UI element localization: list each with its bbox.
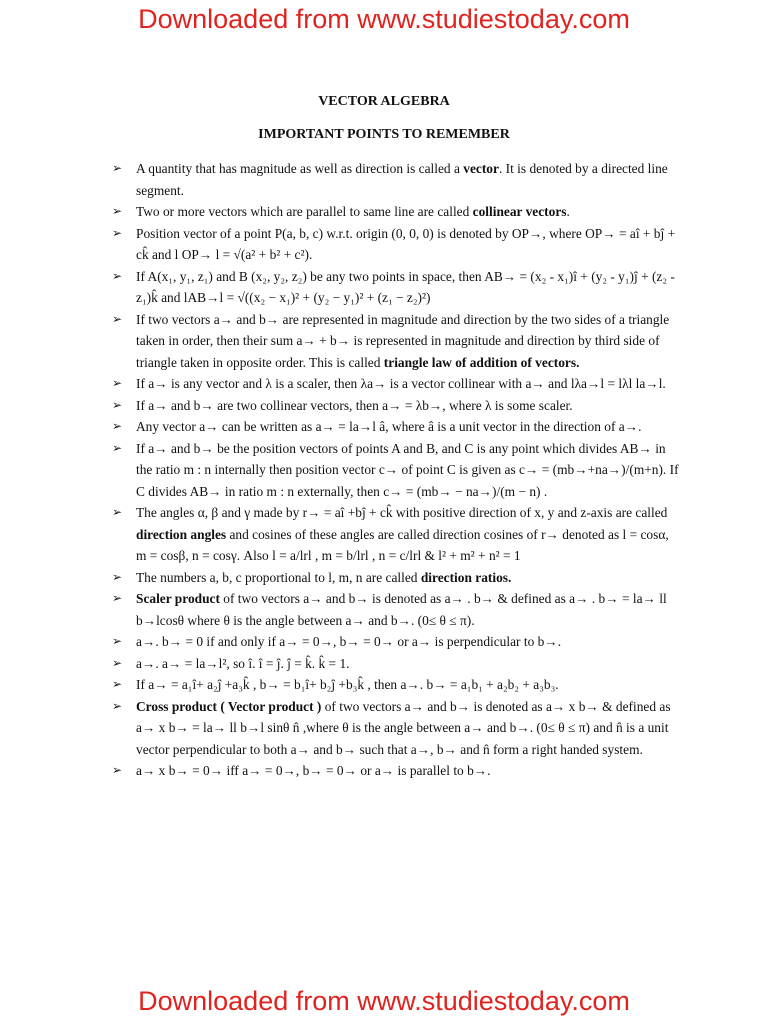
bullet-arrow-icon: ➢ bbox=[112, 204, 123, 218]
point-text: If a→ and b→ be the position vectors of points A and B, and C is any point which divides AB→ in the ratio m : n internally then position vector c→ of point C is given as c→ = (mb→+na→)/(m+n). If C divides AB→ in ratio m : n externally, then c→ = (mb→ − na→)/(m − n) . bbox=[136, 440, 679, 499]
point-text: A quantity that has magnitude as well as direction is called a bbox=[136, 161, 464, 176]
source-banner-top: Downloaded from www.studiestoday.com bbox=[138, 4, 630, 34]
point-text-tail: of two vectors a→ and b→ is denoted as a→ . b→ & defined as a→ . b→ = la→ ll b→lcosθ where θ is the angle between a→ and b→. (0≤ θ ≤ π). bbox=[136, 591, 667, 628]
point-text: If two vectors a→ and b→ are represented in magnitude and direction by the two sides of a triangle taken in order, then their sum a→ + b→ is represented in magnitude and direction by third side of triangle taken in opposite order. This is called bbox=[136, 311, 670, 370]
bullet-arrow-icon: ➢ bbox=[112, 569, 123, 584]
point-text-tail: . It is denoted by a directed line segment. bbox=[136, 161, 668, 198]
bullet-arrow-icon: ➢ bbox=[112, 698, 123, 713]
key-point bbox=[112, 158, 680, 201]
point-text-tail: and cosines of these angles are called direction cosines of r→ denoted as l = cosα, m = cosβ, n = cosγ. Also l = a/lrl , m = b/lrl , n = c/lrl & l² + m² + n² = 1 bbox=[136, 526, 669, 563]
key-point bbox=[112, 373, 680, 395]
key-point bbox=[112, 588, 680, 631]
point-text: The angles α, β and γ made by r→ = aî +bĵ + ck̂ with positive direction of x, y and z-axis are called bbox=[136, 505, 668, 520]
bullet-arrow-icon: ➢ bbox=[112, 376, 123, 390]
bullet-arrow-icon: ➢ bbox=[112, 505, 123, 519]
point-term: direction angles bbox=[136, 526, 227, 542]
key-point bbox=[112, 266, 680, 309]
bullet-arrow-icon: ➢ bbox=[112, 397, 123, 412]
point-text: Any vector a→ can be written as a→ = la→l â, where â is a unit vector in the direction of a→. bbox=[136, 419, 642, 434]
section-heading: IMPORTANT POINTS TO REMEMBER bbox=[258, 127, 510, 142]
bullet-arrow-icon: ➢ bbox=[112, 763, 123, 777]
bullet-arrow-icon: ➢ bbox=[112, 634, 123, 648]
point-term: collinear vectors bbox=[472, 204, 567, 219]
point-text: If a→ = a₁î+ a₂ĵ +a₃k̂ , b→ = b₁î+ b₂ĵ +b₃k̂ , then a→. b→ = a₁b₁ + a₂b₂ + a₃b₃. bbox=[136, 677, 559, 692]
page-title: VECTOR ALGEBRA bbox=[318, 94, 450, 109]
key-point bbox=[112, 416, 680, 438]
key-point bbox=[112, 502, 680, 567]
point-text: The numbers a, b, c proportional to l, m, n are called bbox=[136, 569, 421, 585]
point-text: Two or more vectors which are parallel to same line are called bbox=[136, 204, 473, 219]
point-text-tail: . bbox=[566, 204, 570, 219]
key-point bbox=[112, 631, 680, 653]
point-text: If a→ is any vector and λ is a scaler, then λa→ is a vector collinear with a→ and lλa→l = lλl la→l. bbox=[136, 376, 666, 391]
key-point bbox=[112, 438, 680, 503]
bullet-arrow-icon: ➢ bbox=[112, 161, 123, 175]
key-point bbox=[112, 395, 680, 417]
bullet-arrow-icon: ➢ bbox=[112, 655, 123, 670]
bullet-arrow-icon: ➢ bbox=[112, 440, 123, 455]
point-text-tail: of two vectors a→ and b→ is denoted as a→ x b→ & defined as a→ x b→ = la→ ll b→l sinθ n̂ ,where θ is the angle between a→ and b→. (0≤ θ ≤ π) and n̂ is a unit vector perpendicular to both a→ and b→ such that a→, b→ and n̂ form a right handed system. bbox=[136, 698, 671, 757]
point-text: Position vector of a point P(a, b, c) w.r.t. origin (0, 0, 0) is denoted by OP→, where OP→ = aî + bĵ + ck̂ and l OP→ l = √(a² + b² + c²). bbox=[136, 225, 676, 262]
bullet-arrow-icon: ➢ bbox=[112, 225, 123, 240]
key-point bbox=[112, 696, 680, 761]
bullet-arrow-icon: ➢ bbox=[112, 268, 123, 283]
key-point bbox=[112, 674, 680, 696]
key-point bbox=[112, 760, 680, 782]
source-banner-bottom: Downloaded from www.studiestoday.com bbox=[138, 986, 630, 1016]
point-text: If A(x₁, y₁, z₁) and B (x₂, y₂, z₂) be any two points in space, then AB→ = (x₂ - x₁)î + (y₂ - y₁)ĵ + (z₂ - z₁)k̂ and lAB→l = √((x₂ − x₁)² + (y₂ − y₁)² + (z₁ − z₂)²) bbox=[136, 268, 675, 305]
point-term: Cross product ( Vector product ) bbox=[136, 698, 322, 714]
bullet-arrow-icon: ➢ bbox=[112, 591, 123, 605]
point-term: Scaler product bbox=[136, 591, 220, 606]
point-text: a→. a→ = la→l², so î. î = ĵ. ĵ = k̂. k̂ = 1. bbox=[136, 655, 350, 671]
point-text: If a→ and b→ are two collinear vectors, then a→ = λb→, where λ is some scaler. bbox=[136, 397, 573, 413]
key-point bbox=[112, 201, 680, 223]
point-text: a→ x b→ = 0→ iff a→ = 0→, b→ = 0→ or a→ is parallel to b→. bbox=[136, 763, 491, 778]
point-text: a→. b→ = 0 if and only if a→ = 0→, b→ = 0→ or a→ is perpendicular to b→. bbox=[136, 634, 562, 649]
key-point bbox=[112, 223, 680, 266]
point-term: vector bbox=[463, 161, 499, 176]
key-points-list bbox=[112, 158, 680, 782]
bullet-arrow-icon: ➢ bbox=[112, 677, 123, 691]
bullet-arrow-icon: ➢ bbox=[112, 311, 123, 326]
key-point bbox=[112, 567, 680, 589]
bullet-arrow-icon: ➢ bbox=[112, 419, 123, 433]
key-point bbox=[112, 309, 680, 374]
key-point bbox=[112, 653, 680, 675]
point-term: triangle law of addition of vectors. bbox=[383, 354, 580, 370]
point-term: direction ratios. bbox=[420, 569, 512, 585]
